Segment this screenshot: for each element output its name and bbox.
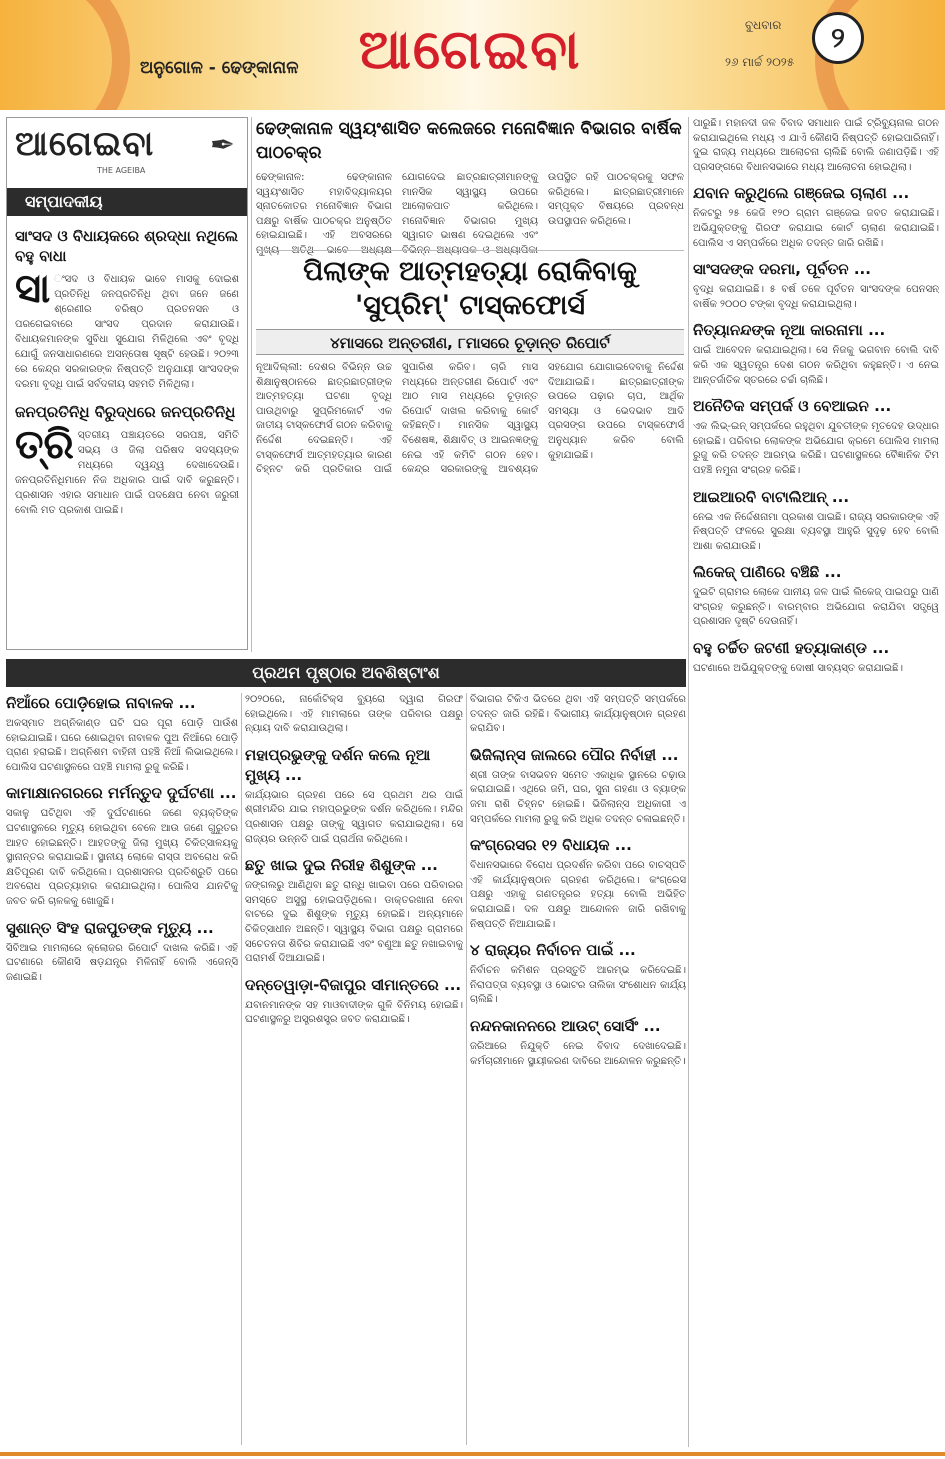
article-body: ଅକସ୍ମାତ ଅଗ୍ନିକାଣ୍ଡ ଘଟି ଘର ପୂରା ପୋଡ଼ି ପାଉଁଶ ହୋଇଯାଇଛି। ଘରେ ଶୋଇଥିବା ନାବାଳକ ପୁଅ ନିଆଁରେ ପୋଡ଼ି ପ୍ରାଣ ହରାଇଛି। ଅଗ୍ନିଶମ ବାହିନୀ ପହଞ୍ଚି ନିଆଁ ଲିଭାଇଥିଲେ। ପୋଲିସ ଘଟଣାସ୍ଥଳରେ ପହଞ୍ଚି ମାମଲା ରୁଜୁ କରିଛି।	[6, 718, 238, 773]
article-body: ଦୁଇଟି ଗ୍ରାମର ଲୋକେ ପାନୀୟ ଜଳ ପାଇଁ ଲିକେଜ୍ ପାଇପରୁ ପାଣି ସଂଗ୍ରହ କରୁଛନ୍ତି। ବାରମ୍ବାର ଅଭିଯୋଗ କରାଯିବା ସତ୍ତ୍ୱେ ପ୍ରଶାସନ ଦୃଷ୍ଟି ଦେଉନାହିଁ।	[693, 587, 939, 628]
article-headline: ଅନୈତିକ ସମ୍ପର୍କ ଓ ବେଆଇନ ...	[693, 397, 892, 416]
editorial-text: ସ୍ତରୀୟ ପଞ୍ଚାୟତରେ ସରପଞ୍ଚ, ସମିତି ସଭ୍ୟ ଓ ଜିଲା ପରିଷଦ ସଦସ୍ୟଙ୍କ ମଧ୍ୟରେ ଦ୍ୱନ୍ଦ୍ୱ ଦେଖାଦେଉଛି। ଜନପ୍ରତିନିଧିମାନେ ନିଜ ଅଧିକାର ପାଇଁ ଦାବି କରୁଛନ୍ତି। ପ୍ରଶାସନ ଏହାର ସମାଧାନ ପାଇଁ ପଦକ୍ଷେପ ନେବା ଜରୁରୀ ବୋଲି ମତ ପ୍ରକାଶ ପାଇଛି।	[15, 430, 239, 516]
article-body: ଏକ ଲିଭ୍-ଇନ୍ ସମ୍ପର୍କରେ ରହୁଥିବା ଯୁବତୀଙ୍କ ମୃତଦେହ ଉଦ୍ଧାର ହୋଇଛି। ପରିବାର ଲୋକଙ୍କ ଅଭିଯୋଗ କ୍ରମେ ପୋଲିସ ମାମଲା ରୁଜୁ କରି ତଦନ୍ତ ଆରମ୍ଭ କରିଛି। ଘଟଣାସ୍ଥଳରେ ବୈଜ୍ଞାନିକ ଟିମ ପହଞ୍ଚି ନମୁନା ସଂଗ୍ରହ କରିଛି।	[693, 421, 939, 476]
newspaper-title: ଆଗେଇବା	[358, 18, 582, 81]
article-body: ନିର୍ବାଚନ କମିଶନ ପ୍ରସ୍ତୁତି ଆରମ୍ଭ କରିଦେଇଛି। ନିରାପତ୍ତା ବ୍ୟବସ୍ଥା ଓ ଭୋଟର ତାଲିକା ସଂଶୋଧନ କାର୍ଯ୍ୟ ଚାଲିଛି।	[470, 965, 686, 1006]
editorial-text: ଂସଦ ଓ ବିଧାୟକ ଭାବେ ମାସକୁ ଦୋଇଶ ପ୍ରତିନିଧି ଜନପ୍ରତିନିଧି ଥିବା ଜନେ ଜଣେ ଶ୍ରେଣୀର ବରିଷ୍ଠ ପ୍ରତନସନ ଓ ପରଗେଇବାରେ ସାଂସଦ ପ୍ରଦାନ କରାଯାଉଛି। ବିଧାୟକମାନଙ୍କ ସୁବିଧା ସୁଯୋଗ ମିଳିଥିଲେ ଏବଂ ବୃଦ୍ଧି ଯୋଗୁଁ ଜନସାଧାରଣରେ ଅସନ୍ତୋଷ ସୃଷ୍ଟି ହେଉଛି। ୨୦୨୩ ରେ କେନ୍ଦ୍ର ସରକାରଙ୍କ ନିଷ୍ପତ୍ତି ଅନୁଯାୟୀ ସାଂସଦଙ୍କ ଦରମା ବୃଦ୍ଧି ପାଇଁ ସର୍ବଦଳୀୟ ସହମତି ମିଳିଥିଲା।	[15, 274, 239, 390]
editorial-banner: ସମ୍ପାଦକୀୟ	[7, 188, 247, 216]
article-body: ୨୦୨୦ରେ, ନାର୍କୋଟିକ୍ସ ବ୍ୟୁରୋ ଦ୍ୱାରା ଗିରଫ ହୋଇଥିଲେ। ଏହି ମାମଲାରେ ତାଙ୍କ ପରିବାର ପକ୍ଷରୁ ନ୍ୟାୟ ଦାବି କରାଯାଉଥିଲା।	[245, 694, 463, 735]
quill-icon: ✒	[209, 128, 235, 163]
article-headline: ଯବାନ କରୁଥିଲେ ଗଞ୍ଜେଇ ଚାଲାଣ ...	[693, 184, 910, 203]
article-body: ଯବାନମାନଙ୍କ ସହ ମାଓବାଦୀଙ୍କ ଗୁଳି ବିନିମୟ ହୋଇଛି। ଘଟଣାସ୍ଥଳରୁ ଅସ୍ତ୍ରଶସ୍ତ୍ର ଜବତ କରାଯାଇଛି।	[245, 999, 463, 1026]
article-body: ନିକଟରୁ ୨୫ କେଜି ୧୨୦ ଗ୍ରାମ ଗଞ୍ଜେଇ ଜବତ କରାଯାଇଛି। ଅଭିଯୁକ୍ତଙ୍କୁ ଗିରଫ କରାଯାଇ କୋର୍ଟ ଚାଲାଣ କରାଯାଇଛି। ପୋଲିସ ଏ ସମ୍ପର୍କରେ ଅଧିକ ତଦନ୍ତ ଜାରି ରଖିଛି।	[693, 208, 939, 249]
editorial-logo	[7, 118, 247, 188]
top-story-body: ଢେଙ୍କାନାଳ: ଢେଙ୍କାନାଳ ସ୍ୱୟଂଶାସିତ ମହାବିଦ୍ୟାଳୟର ସ୍ନାତକୋତର ମନୋବିଜ୍ଞାନ ବିଭାଗ ପକ୍ଷରୁ ବାର୍ଷିକ ପାଠଚକ୍ର ଅନୁଷ୍ଠିତ ହୋଇଯାଇଛି। ଏହି ଅବସରରେ ଯୋଗଦେଇ ଛାତ୍ରଛାତ୍ରୀମାନଙ୍କୁ ମାନସିକ ସ୍ୱାସ୍ଥ୍ୟ ଉପରେ ଆଲୋକପାତ କରିଥିଲେ। ମନୋବିଜ୍ଞାନ ବିଭାଗର ମୁଖ୍ୟ ସ୍ୱାଗତ ଭାଷଣ ଦେଇଥିଲେ ଏବଂ ଉପସ୍ଥିତ ରହି ପାଠଚକ୍ରକୁ ସଫଳ କରିଥିଲେ। ଛାତ୍ରଛାତ୍ରୀମାନେ ସମ୍ପୃକ୍ତ ବିଷୟରେ ପ୍ରବନ୍ଧ ଉପସ୍ଥାପନ କରିଥିଲେ।	[256, 172, 684, 242]
article-headline: ଆଇଆରବି ବାଟାଲିଆନ୍ ...	[693, 487, 850, 506]
mid-story	[256, 255, 684, 683]
editorial-headline: ଜନପ୍ରତିନିଧି ବିରୁଦ୍ଧରେ ଜନପ୍ରତିନିଧି	[15, 403, 236, 421]
right-column	[693, 117, 939, 1447]
dropcap: ତ୍ରି	[15, 422, 74, 468]
article-headline: ମହାପ୍ରଭୁଙ୍କୁ ଦର୍ଶନ କଲେ ନୂଆ ମୁଖ୍ୟ ...	[245, 745, 431, 784]
lower-column-2	[245, 693, 463, 1445]
editorial-paragraph	[15, 422, 239, 518]
article-body: ପାଇଁ ଆବେଦନ କରାଯାଇଥିଲା। ସେ ନିଜକୁ ଭଗବାନ ବୋଲି ଦାବି କରି ଏକ ସ୍ୱତନ୍ତ୍ର ଦେଶ ଗଠନ କରିଥିବା କହୁଛନ୍ତି। ଏ ନେଇ ଆନ୍ତର୍ଜାତିକ ସ୍ତରରେ ଚର୍ଚ୍ଚା ଚାଲିଛି।	[693, 345, 939, 386]
lower-column-1	[6, 693, 238, 1445]
editorial-logo-sub: THE AGEIBA	[97, 166, 146, 175]
page-number: ୨	[812, 12, 864, 64]
editorial-logo-text: ଆଗେଇବା	[15, 124, 155, 164]
article-body: ପାରୁଛି। ମହାନଦୀ ଜଳ ବିବାଦ ସମାଧାନ ପାଇଁ ଟ୍ରିବ୍ୟୁନାଲ ଗଠନ କରାଯାଇଥିଲେ ମଧ୍ୟ ଏ ଯାଏଁ କୌଣସି ନିଷ୍ପତ୍ତି ହୋଇପାରିନାହିଁ। ଦୁଇ ରାଜ୍ୟ ମଧ୍ୟରେ ଆଲୋଚନା ଚାଲିଛି ବୋଲି ଜଣାପଡ଼ିଛି। ଏହି ପ୍ରସଙ୍ଗରେ ବିଧାନସଭାରେ ମଧ୍ୟ ଆଲୋଚନା ହୋଇଥିଲା।	[693, 118, 939, 173]
article-body: ବିଧାନସଭାରେ ବିରୋଧ ପ୍ରଦର୍ଶନ କରିବା ପରେ ବାଚସ୍ପତି ଏହି କାର୍ଯ୍ୟାନୁଷ୍ଠାନ ଗ୍ରହଣ କରିଥିଲେ। କଂଗ୍ରେସ ପକ୍ଷରୁ ଏହାକୁ ଗଣତନ୍ତ୍ରର ହତ୍ୟା ବୋଲି ଅଭିହିତ କରାଯାଇଛି। ଦଳ ପକ୍ଷରୁ ଆନ୍ଦୋଳନ ଜାରି ରଖିବାକୁ ନିଷ୍ପତ୍ତି ନିଆଯାଇଛି।	[470, 860, 686, 930]
masthead	[0, 0, 945, 110]
article-headline: ୪ ରାଜ୍ୟର ନିର୍ବାଚନ ପାଇଁ ...	[470, 941, 636, 960]
article-headline: ନିଆଁରେ ପୋଡ଼ିହୋଇ ନାବାଳକ ...	[6, 694, 196, 712]
bottom-rule	[0, 1452, 945, 1456]
article-headline: କଂଗ୍ରେସର ୧୨ ବିଧାୟକ ...	[470, 836, 632, 855]
mid-story-subhead: ୪ମାସରେ ଅନ୍ତରୀଣ, ୮ମାସରେ ଚୂଡ଼ାନ୍ତ ରିପୋର୍ଟ	[256, 329, 684, 355]
article-body: ବୃଦ୍ଧି କରାଯାଇଛି। ୫ ବର୍ଷ ତଳେ ପୂର୍ବତନ ସାଂସଦଙ୍କ ପେନସନ୍ ବାର୍ଷିକ ୨୦୦୦ ଟଙ୍କା ବୃଦ୍ଧି କରାଯାଇଥିଲା।	[693, 284, 939, 310]
section-banner: ପ୍ରଥମ ପୃଷ୍ଠାର ଅବଶିଷ୍ଟାଂଶ	[6, 659, 686, 687]
issue-day: ବୁଧବାର	[745, 18, 782, 32]
article-body: ସିବିଆଇ ମାମଲାରେ କ୍ଲୋଜର ରିପୋର୍ଟ ଦାଖଲ କରିଛି। ଏହି ଘଟଣାରେ କୌଣସି ଷଡ଼ଯନ୍ତ୍ର ମିଳିନାହିଁ ବୋଲି ଏଜେନ୍ସି ଜଣାଇଛି।	[6, 942, 238, 983]
mid-story-headline: ପିଲାଙ୍କ ଆତ୍ମହତ୍ୟା ରୋକିବାକୁ 'ସୁପ୍ରିମ୍' ଟାସ୍କଫୋର୍ସ	[303, 256, 637, 321]
edition-label: ଅନୁଗୋଳ - ଢେଙ୍କାନାଳ	[140, 58, 299, 78]
mid-story-body: ନୂଆଦିଲ୍ଲୀ: ଦେଶର ବିଭିନ୍ନ ଉଚ୍ଚ ଶିକ୍ଷାନୁଷ୍ଠାନରେ ଛାତ୍ରଛାତ୍ରୀଙ୍କ ଆତ୍ମହତ୍ୟା ଘଟଣା ବୃଦ୍ଧି ପାଉଥିବାରୁ ସୁପ୍ରିମକୋର୍ଟ ଏକ ଜାତୀୟ ଟାସ୍କଫୋର୍ସ ଗଠନ କରିବାକୁ ନିର୍ଦ୍ଦେଶ ଦେଇଛନ୍ତି। ଏହି ଟାସ୍କଫୋର୍ସ ଆତ୍ମହତ୍ୟାର କାରଣ ଚିହ୍ନଟ କରି ପ୍ରତିକାର ପାଇଁ ସୁପାରିଶ କରିବ। ଚାରି ମାସ ମଧ୍ୟରେ ଅନ୍ତରୀଣ ରିପୋର୍ଟ ଏବଂ ଆଠ ମାସ ମଧ୍ୟରେ ଚୂଡ଼ାନ୍ତ ରିପୋର୍ଟ ଦାଖଲ କରିବାକୁ କୋର୍ଟ କହିଛନ୍ତି। ମାନସିକ ସ୍ୱାସ୍ଥ୍ୟ ବିଶେଷଜ୍ଞ, ଶିକ୍ଷାବିତ୍ ଓ ଆଇନଜ୍ଞଙ୍କୁ ନେଇ ଏହି କମିଟି ଗଠନ ହେବ। କେନ୍ଦ୍ର ସରକାରଙ୍କୁ ଆବଶ୍ୟକ ସହଯୋଗ ଯୋଗାଇଦେବାକୁ ନିର୍ଦ୍ଦେଶ ଦିଆଯାଇଛି। ଛାତ୍ରଛାତ୍ରୀଙ୍କ ଉପରେ ପଢ଼ାର ଚାପ, ଆର୍ଥିକ ସମସ୍ୟା ଓ ଭେଦଭାବ ଆଦି ପ୍ରସଙ୍ଗ ଉପରେ ଟାସ୍କଫୋର୍ସ ଅନୁଧ୍ୟାନ କରିବ ବୋଲି କୁହାଯାଇଛି।	[256, 362, 684, 476]
top-story-headline: ଢେଙ୍କାନାଳ ସ୍ୱୟଂଶାସିତ କଲେଜରେ ମନୋବିଜ୍ଞାନ ବିଭାଗର ବାର୍ଷିକ ପାଠଚକ୍ର	[256, 119, 682, 163]
article-headline: ଭିଜିଲାନ୍ସ ଜାଲରେ ପୌର ନିର୍ବାହୀ ...	[470, 745, 679, 764]
article-body: ଜରିଆରେ ନିଯୁକ୍ତି ନେଇ ବିବାଦ ଦେଖାଦେଇଛି। କର୍ମଚାରୀମାନେ ସ୍ଥାୟୀକରଣ ଦାବିରେ ଆନ୍ଦୋଳନ କରୁଛନ୍ତି।	[470, 1040, 686, 1067]
article-headline: ସୁଶାନ୍ତ ସିଂହ ରାଜପୁତଙ୍କ ମୃତ୍ୟୁ ...	[6, 918, 214, 937]
article-headline: ଛତୁ ଖାଇ ଦୁଇ ନିରୀହ ଶିଶୁଙ୍କ ...	[245, 856, 438, 875]
article-headline: ବହୁ ଚର୍ଚ୍ଚିତ ଜଟଣୀ ହତ୍ୟାକାଣ୍ଡ ...	[693, 639, 890, 658]
article-body: ବିଭାଗର ଟିକିଏ ଭିତରେ ଥିବା ଏହି ସମ୍ପତ୍ତି ସମ୍ପର୍କରେ ତଦନ୍ତ ଜାରି ରହିଛି। ବିଭାଗୀୟ କାର୍ଯ୍ୟାନୁଷ୍ଠାନ ଗ୍ରହଣ କରାଯିବ।	[470, 694, 686, 735]
editorial-paragraph	[15, 266, 239, 392]
article-body: ଶ୍ରୀ ତାଙ୍କ ବାସଭବନ ସମେତ ଏକାଧିକ ସ୍ଥାନରେ ଚଢ଼ାଉ କରାଯାଇଛି। ଏଥିରେ ଜମି, ଘର, ସୁନା ଗହଣା ଓ ବ୍ୟାଙ୍କ ଜମା ରାଶି ଚିହ୍ନଟ ହୋଇଛି। ଭିଜିଲାନ୍ସ ଅଧିକାରୀ ଏ ସମ୍ପର୍କରେ ମାମଲା ରୁଜୁ କରି ଅଧିକ ତଦନ୍ତ ଚଳାଇଛନ୍ତି।	[470, 769, 686, 825]
decorative-swirl	[0, 0, 130, 110]
article-body: କାର୍ଯ୍ୟଭାର ଗ୍ରହଣ ପରେ ସେ ପ୍ରଥମ ଥର ପାଇଁ ଶ୍ରୀମନ୍ଦିର ଯାଇ ମହାପ୍ରଭୁଙ୍କ ଦର୍ଶନ କରିଥିଲେ। ମନ୍ଦିର ପ୍ରଶାସନ ପକ୍ଷରୁ ତାଙ୍କୁ ସ୍ୱାଗତ କରାଯାଇଥିଲା। ସେ ରାଜ୍ୟର ଉନ୍ନତି ପାଇଁ ପ୍ରାର୍ଥନା କରିଥିଲେ।	[245, 789, 463, 845]
editorial-box	[6, 117, 248, 650]
article-body: ଘଟଣାରେ ଅଭିଯୁକ୍ତଙ୍କୁ ଦୋଷୀ ସାବ୍ୟସ୍ତ କରାଯାଇଛି।	[693, 663, 903, 675]
top-story	[256, 117, 684, 275]
article-headline: ଲିକେଜ୍ ପାଣିରେ ବଞ୍ଚିଛି ...	[693, 563, 842, 582]
article-headline: ନିତ୍ୟାନନ୍ଦଙ୍କ ନୂଆ କାରନାମା ...	[693, 321, 886, 340]
dropcap: ସା	[15, 266, 51, 312]
article-headline: ସାଂସଦଙ୍କ ଦରମା, ପୂର୍ବତନ ...	[693, 260, 871, 279]
article-body: ସକାଳୁ ଘଟିଥିବା ଏହି ଦୁର୍ଘଟଣାରେ ଜଣେ ବ୍ୟକ୍ତିଙ୍କ ଘଟଣାସ୍ଥଳରେ ମୃତ୍ୟୁ ହୋଇଥିବା ବେଳେ ଆଉ ଜଣେ ଗୁରୁତର ଆହତ ହୋଇଛନ୍ତି। ଆହତଙ୍କୁ ଜିଲା ମୁଖ୍ୟ ଚିକିତ୍ସାଳୟକୁ ସ୍ଥାନାନ୍ତର କରାଯାଇଛି। ସ୍ଥାନୀୟ ଲୋକେ ରାସ୍ତା ଅବରୋଧ କରି କ୍ଷତିପୂରଣ ଦାବି କରିଥିଲେ। ପ୍ରଶାସନର ପ୍ରତିଶ୍ରୁତି ପରେ ଅବରୋଧ ପ୍ରତ୍ୟାହାର କରାଯାଇଥିଲା। ପୋଲିସ ଯାନଟିକୁ ଜବତ କରି ଚାଳକକୁ ଖୋଜୁଛି।	[6, 808, 238, 907]
article-headline: ନନ୍ଦନକାନନରେ ଆଉଟ୍ ସୋର୍ସିଂ ...	[470, 1016, 661, 1035]
article-headline: ଦନ୍ତେୱାଡ଼ା-ବିଜାପୁର ସୀମାନ୍ତରେ ...	[245, 975, 462, 994]
article-body: ନେଇ ଏକ ନିର୍ଦ୍ଦେଶନାମା ପ୍ରକାଶ ପାଇଛି। ରାଜ୍ୟ ସରକାରଙ୍କ ଏହି ନିଷ୍ପତ୍ତି ଫଳରେ ସୁରକ୍ଷା ବ୍ୟବସ୍ଥା ଆହୁରି ସୁଦୃଢ଼ ହେବ ବୋଲି ଆଶା କରାଯାଉଛି।	[693, 511, 939, 552]
article-headline: କାମାକ୍ଷାନଗରରେ ମର୍ମନ୍ତୁଦ ଦୁର୍ଘଟଣା ...	[6, 784, 237, 803]
lower-column-3	[470, 693, 686, 1445]
issue-date: ୨୬ ମାର୍ଚ୍ଚ ୨୦୨୫	[725, 55, 795, 69]
article-body: ଜଙ୍ଗଲରୁ ଆଣିଥିବା ଛତୁ ରାନ୍ଧି ଖାଇବା ପରେ ପରିବାରର ସମସ୍ତେ ଅସୁସ୍ଥ ହୋଇପଡ଼ିଥିଲେ। ଡାକ୍ତରଖାନା ନେବା ବାଟରେ ଦୁଇ ଶିଶୁଙ୍କ ମୃତ୍ୟୁ ହୋଇଛି। ଅନ୍ୟମାନେ ଚିକିତ୍ସାଧୀନ ଅଛନ୍ତି। ସ୍ୱାସ୍ଥ୍ୟ ବିଭାଗ ପକ୍ଷରୁ ଗ୍ରାମରେ ସଚେତନତା ଶିବିର କରାଯାଇଛି ଏବଂ ବଣୁଆ ଛତୁ ନଖାଇବାକୁ ପରାମର୍ଶ ଦିଆଯାଇଛି।	[245, 880, 463, 965]
editorial-headline: ସାଂସଦ ଓ ବିଧାୟକରେ ଶ୍ରଦ୍ଧା ନଥିଲେ ବହୁ ବାଧା	[15, 227, 239, 265]
